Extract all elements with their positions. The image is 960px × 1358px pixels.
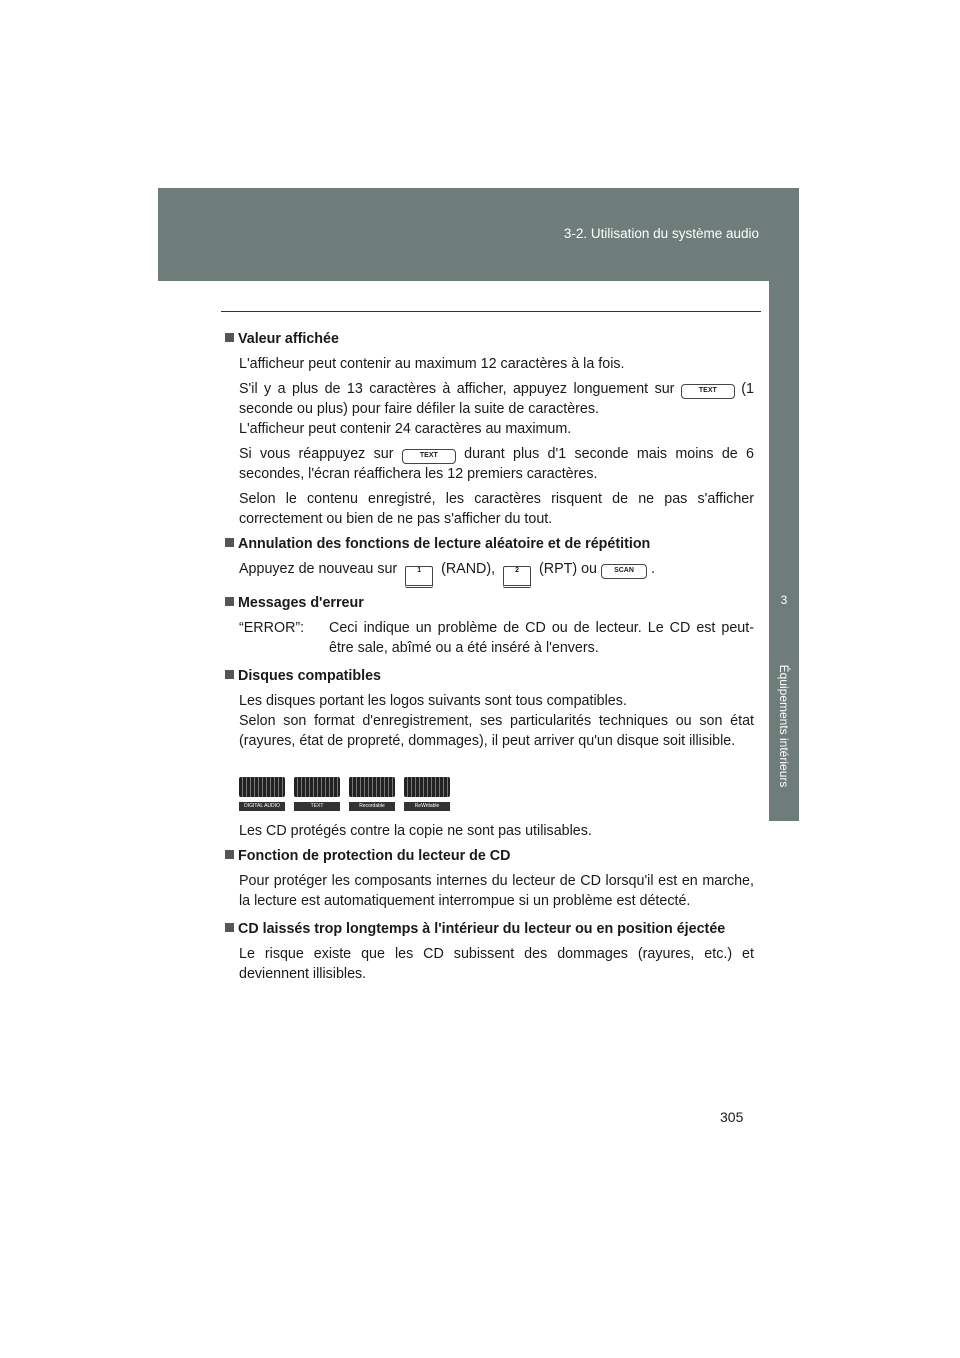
compatible-disc-logos (239, 775, 754, 811)
cd-recordable-logo: Recordable (349, 775, 395, 811)
section-heading: Valeur affichée (225, 329, 754, 349)
section-heading: Annulation des fonctions de lecture aléatoire et de répétition (225, 534, 754, 554)
paragraph: Pour protéger les composants internes du lecteur de CD lorsqu'il est en marche, la lecture est automatiquement interrompue si un problème est détecté. (239, 873, 754, 909)
text-key-icon: TEXT (681, 384, 735, 399)
square-bullet-icon (225, 538, 234, 547)
error-message-row (239, 618, 754, 658)
paragraph: L'afficheur peut contenir 24 caractères au maximum. (239, 421, 572, 437)
scan-key-icon: SCAN (601, 564, 647, 579)
section-heading: Disques compatibles (225, 666, 754, 686)
chapter-number-box (769, 281, 799, 311)
page-number: 305 (720, 1109, 744, 1125)
section-heading: Messages d'erreur (225, 593, 754, 613)
paragraph: S'il y a plus de 13 caractères à afficher, appuyez longuement sur TEXT (1 seconde ou plus) pour faire défiler la suite de caractères. (239, 381, 754, 417)
paragraph: Les CD protégés contre la copie ne sont pas utilisables. (239, 823, 592, 839)
error-description: Ceci indique un problème de CD ou de lecteur. Le CD est peut-être sale, abîmé ou a été inséré à l'envers. (329, 620, 754, 656)
paragraph: Le risque existe que les CD subissent des dommages (rayures, etc.) et deviennent illisibles. (239, 946, 754, 982)
paragraph: Si vous réappuyez sur TEXT durant plus d'1 seconde mais moins de 6 secondes, l'écran réaffichera les 12 premiers caractères. (239, 446, 754, 482)
square-bullet-icon (225, 923, 234, 932)
section-heading: Fonction de protection du lecteur de CD (225, 846, 754, 866)
paragraph: Selon son format d'enregistrement, ses particularités techniques ou son état (rayures, état de propreté, dommages), il peut arriver qu'un disque soit illisible. (239, 713, 754, 749)
top-rule (221, 311, 761, 312)
paragraph: Les disques portant les logos suivants sont tous compatibles. (239, 693, 627, 709)
page-content (225, 329, 754, 984)
cd-rewritable-logo: ReWritable (404, 775, 450, 811)
cd-text-logo: TEXT (294, 775, 340, 811)
paragraph: Appuyez de nouveau sur 1 (RAND), 2 (RPT) ou SCAN . (239, 559, 754, 588)
text-key-icon: TEXT (402, 449, 456, 464)
section-heading: CD laissés trop longtemps à l'intérieur du lecteur ou en position éjectée (225, 919, 754, 939)
chapter-number: 3 (780, 593, 788, 607)
paragraph: L'afficheur peut contenir au maximum 12 caractères à la fois. (239, 356, 625, 372)
header-band (158, 188, 799, 281)
square-bullet-icon (225, 333, 234, 342)
preset-1-key-icon: 1 (405, 566, 433, 588)
error-code: “ERROR”: (239, 620, 305, 636)
chapter-label: Équipements intérieurs (777, 664, 791, 788)
square-bullet-icon (225, 670, 234, 679)
preset-2-key-icon: 2 (503, 566, 531, 588)
square-bullet-icon (225, 850, 234, 859)
cd-digital-audio-logo: DIGITAL AUDIO (239, 775, 285, 811)
section-title: 3-2. Utilisation du système audio (563, 226, 759, 241)
chapter-side-tab (769, 311, 799, 821)
square-bullet-icon (225, 597, 234, 606)
paragraph: Selon le contenu enregistré, les caractères risquent de ne pas s'afficher correctement ou bien de ne pas s'afficher du tout. (239, 491, 754, 527)
